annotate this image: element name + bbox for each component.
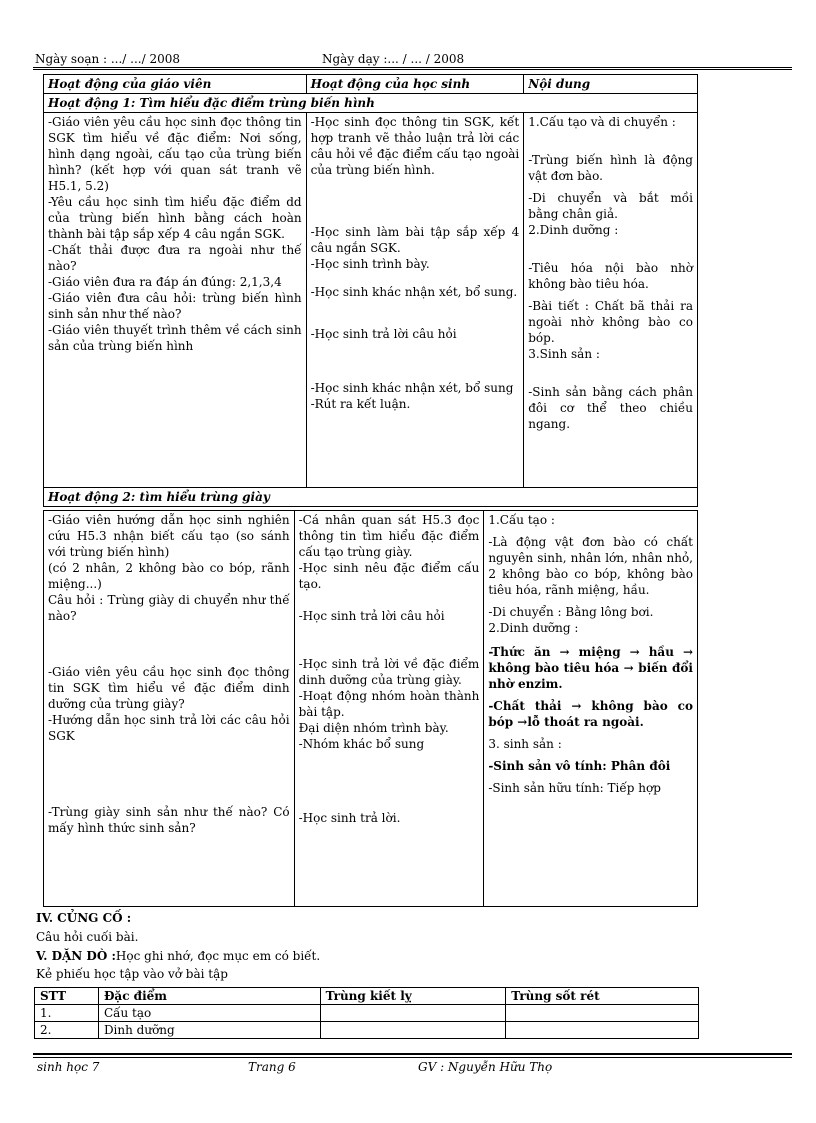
worksheet-table bbox=[34, 987, 699, 1039]
header-rule-2 bbox=[33, 69, 792, 70]
hd1-nd-3: 2.Dinh dưỡng : bbox=[528, 223, 619, 237]
hd2-nd-1: -Là động vật đơn bào có chất nguyên sinh, nhân lớn, nhân nhỏ, 2 không bào co bóp, không bào tiêu hóa, rãnh miệng, hầu. bbox=[488, 535, 693, 597]
hd1-gv-4: -Giáo viên đưa câu hỏi: trùng biến hình sinh sản như thế nào? bbox=[48, 291, 302, 321]
hd2-hs-3: -Học sinh trả lời về đặc điểm dinh dưỡng của trùng giày. bbox=[298, 657, 480, 687]
hd1-hs-1: -Học sinh làm bài tập sắp xếp 4 câu ngắn SGK. bbox=[310, 225, 520, 255]
hd1-nd-5: -Bài tiết : Chất bã thải ra ngoài nhờ không bào co bóp. bbox=[528, 299, 693, 345]
col-hs: Hoạt động của học sinh bbox=[306, 75, 524, 94]
hd2-hs bbox=[294, 511, 484, 907]
hd2-hs-4: -Hoạt động nhóm hoàn thành bài tập. bbox=[298, 689, 480, 719]
hd2-gv-4: -Hướng dẫn học sinh trả lời các câu hỏi SGK bbox=[48, 713, 290, 743]
hd2-nd-4: -Thức ăn → miệng → hầu → không bào tiêu hóa → biến đổi nhờ enzim. bbox=[488, 645, 693, 691]
hd1-nd-0: 1.Cấu tạo và di chuyển : bbox=[528, 115, 676, 129]
hd1-gv-0: -Giáo viên yêu cầu học sinh đọc thông tin SGK tìm hiểu về đặc điểm: Nơi sống, hình dạng ngoài, cấu tạo của trùng biến hình? (kết hợp với quan sát tranh vẽ H5.1, 5.2) bbox=[48, 115, 302, 193]
ws-cell bbox=[320, 1005, 506, 1022]
hd2-nd-5: -Chất thải → không bào co bóp →lỗ thoát ra ngoài. bbox=[488, 699, 693, 729]
ws-h-sotret: Trùng sốt rét bbox=[506, 988, 699, 1005]
footer-rule-2 bbox=[33, 1057, 792, 1058]
hd2-nd-2: -Di chuyển : Bằng lông bơi. bbox=[488, 605, 654, 619]
lesson-table bbox=[43, 74, 698, 507]
hd2-hs-2: -Học sinh trả lời câu hỏi bbox=[298, 609, 445, 623]
cung-co-title: IV. CỦNG CỐ : bbox=[36, 911, 132, 925]
hd1-nd-7: -Sinh sản bằng cách phân đôi cơ thể theo chiều ngang. bbox=[528, 385, 693, 431]
footer-subject: sinh học 7 bbox=[37, 1060, 100, 1074]
ws-cell bbox=[320, 1022, 506, 1039]
col-gv: Hoạt động của giáo viên bbox=[44, 75, 307, 94]
hd2-nd-3: 2.Dinh dưỡng : bbox=[488, 621, 579, 635]
cung-co-text: Câu hỏi cuối bài. bbox=[36, 930, 139, 944]
hd2-nd-7: -Sinh sản vô tính: Phân đôi bbox=[488, 759, 671, 773]
hd1-hs-5: -Học sinh khác nhận xét, bổ sung bbox=[310, 381, 514, 395]
hd1-title: Hoạt động 1: Tìm hiểu đặc điểm trùng biến hình bbox=[44, 94, 698, 113]
dan-do-text: Học ghi nhớ, đọc mục em có biết. bbox=[115, 949, 321, 963]
hd2-nd-0: 1.Cấu tạo : bbox=[488, 513, 555, 527]
hd1-gv-1: -Yêu cầu học sinh tìm hiểu đặc điểm dd của trùng biến hình bằng cách hoàn thành bài tập sắp xếp 4 câu ngắn SGK. bbox=[48, 195, 302, 241]
hd2-title: Hoạt động 2: tìm hiểu trùng giày bbox=[44, 488, 698, 507]
hd1-gv bbox=[44, 113, 307, 488]
hd1-nd bbox=[524, 113, 698, 488]
column-headers bbox=[44, 75, 698, 94]
ws-cell: Dinh dưỡng bbox=[98, 1022, 320, 1039]
hd2-gv bbox=[44, 511, 295, 907]
hd1-nd-1: -Trùng biến hình là động vật đơn bào. bbox=[528, 153, 693, 183]
hd2-nd bbox=[484, 511, 698, 907]
footer-page: Trang 6 bbox=[248, 1060, 296, 1074]
ngay-soan: Ngày soạn : .../ .../ 2008 bbox=[35, 52, 181, 66]
hd2-gv-5: -Trùng giày sinh sản như thế nào? Có mấy hình thức sinh sản? bbox=[48, 805, 290, 835]
ws-cell: 1. bbox=[35, 1005, 99, 1022]
hd1-gv-3: -Giáo viên đưa ra đáp án đúng: 2,1,3,4 bbox=[48, 275, 282, 289]
hd2-hs-1: -Học sinh nêu đặc điểm cấu tạo. bbox=[298, 561, 480, 591]
hd2-row bbox=[44, 511, 698, 907]
ngay-day: Ngày dạy :... / ... / 2008 bbox=[322, 52, 465, 66]
hd1-nd-2: -Di chuyển và bắt mồi bằng chân giả. bbox=[528, 191, 693, 221]
hd1-gv-5: -Giáo viên thuyết trình thêm về cách sinh sản của trùng biến hình bbox=[48, 323, 302, 353]
hd1-nd-4: -Tiêu hóa nội bào nhờ không bào tiêu hóa. bbox=[528, 261, 693, 291]
ws-cell: Cấu tạo bbox=[98, 1005, 320, 1022]
hd1-hs-4: -Học sinh trả lời câu hỏi bbox=[310, 327, 457, 341]
ws-cell bbox=[506, 1022, 699, 1039]
hd2-gv-1: (có 2 nhân, 2 không bào co bóp, rãnh miệng...) bbox=[48, 561, 290, 591]
ws-cell: 2. bbox=[35, 1022, 99, 1039]
worksheet-row bbox=[35, 1005, 699, 1022]
hd1-gv-2: -Chất thải được đưa ra ngoài như thế nào? bbox=[48, 243, 302, 273]
header-rule bbox=[33, 67, 792, 68]
dan-do-title: V. DẶN DÒ : bbox=[36, 949, 116, 963]
hd1-hs bbox=[306, 113, 524, 488]
closing-section bbox=[36, 909, 736, 982]
ws-h-dacdiem: Đặc điểm bbox=[98, 988, 320, 1005]
hd1-hs-6: -Rút ra kết luận. bbox=[310, 397, 411, 411]
hd2-nd-6: 3. sinh sản : bbox=[488, 737, 562, 751]
hd1-hs-3: -Học sinh khác nhận xét, bổ sung. bbox=[310, 285, 518, 299]
hd2-hs-0: -Cá nhân quan sát H5.3 đọc thông tin tìm hiểu đặc điểm cấu tạo trùng giày. bbox=[298, 513, 480, 559]
hd1-hs-0: -Học sinh đọc thông tin SGK, kết hợp tranh vẽ thảo luận trả lời các câu hỏi về đặc điểm cấu tạo ngoài của trùng biến hình. bbox=[310, 115, 520, 177]
ws-h-kietly: Trùng kiết lỵ bbox=[320, 988, 506, 1005]
worksheet-row bbox=[35, 1022, 699, 1039]
footer-rule bbox=[33, 1053, 792, 1055]
hd1-hs-2: -Học sinh trình bày. bbox=[310, 257, 430, 271]
hd2-hs-6: -Nhóm khác bổ sung bbox=[298, 737, 425, 751]
dan-do-ke: Kẻ phiếu học tập vào vở bài tập bbox=[36, 967, 228, 981]
ws-cell bbox=[506, 1005, 699, 1022]
col-nd: Nội dung bbox=[524, 75, 698, 94]
hd1-nd-6: 3.Sinh sản : bbox=[528, 347, 600, 361]
hd2-gv-2: Câu hỏi : Trùng giày di chuyển như thế nào? bbox=[48, 593, 290, 623]
hd2-gv-0: -Giáo viên hướng dẫn học sinh nghiên cứu H5.3 nhận biết cấu tạo (so sánh với trùng biến hình) bbox=[48, 513, 290, 559]
hd2-table bbox=[43, 510, 698, 907]
hd1-row bbox=[44, 113, 698, 488]
ws-h-stt: STT bbox=[35, 988, 99, 1005]
footer-teacher: GV : Nguyễn Hữu Thọ bbox=[418, 1060, 553, 1074]
dan-do bbox=[36, 947, 736, 966]
worksheet-header bbox=[35, 988, 699, 1005]
hd2-hs-7: -Học sinh trả lời. bbox=[298, 811, 401, 825]
hd2-hs-5: Đại diện nhóm trình bày. bbox=[298, 721, 449, 735]
hd2-nd-8: -Sinh sản hữu tính: Tiếp hợp bbox=[488, 781, 661, 795]
hd2-gv-3: -Giáo viên yêu cầu học sinh đọc thông tin SGK tìm hiểu về đặc điểm dinh dưỡng của trùng giày? bbox=[48, 665, 290, 711]
